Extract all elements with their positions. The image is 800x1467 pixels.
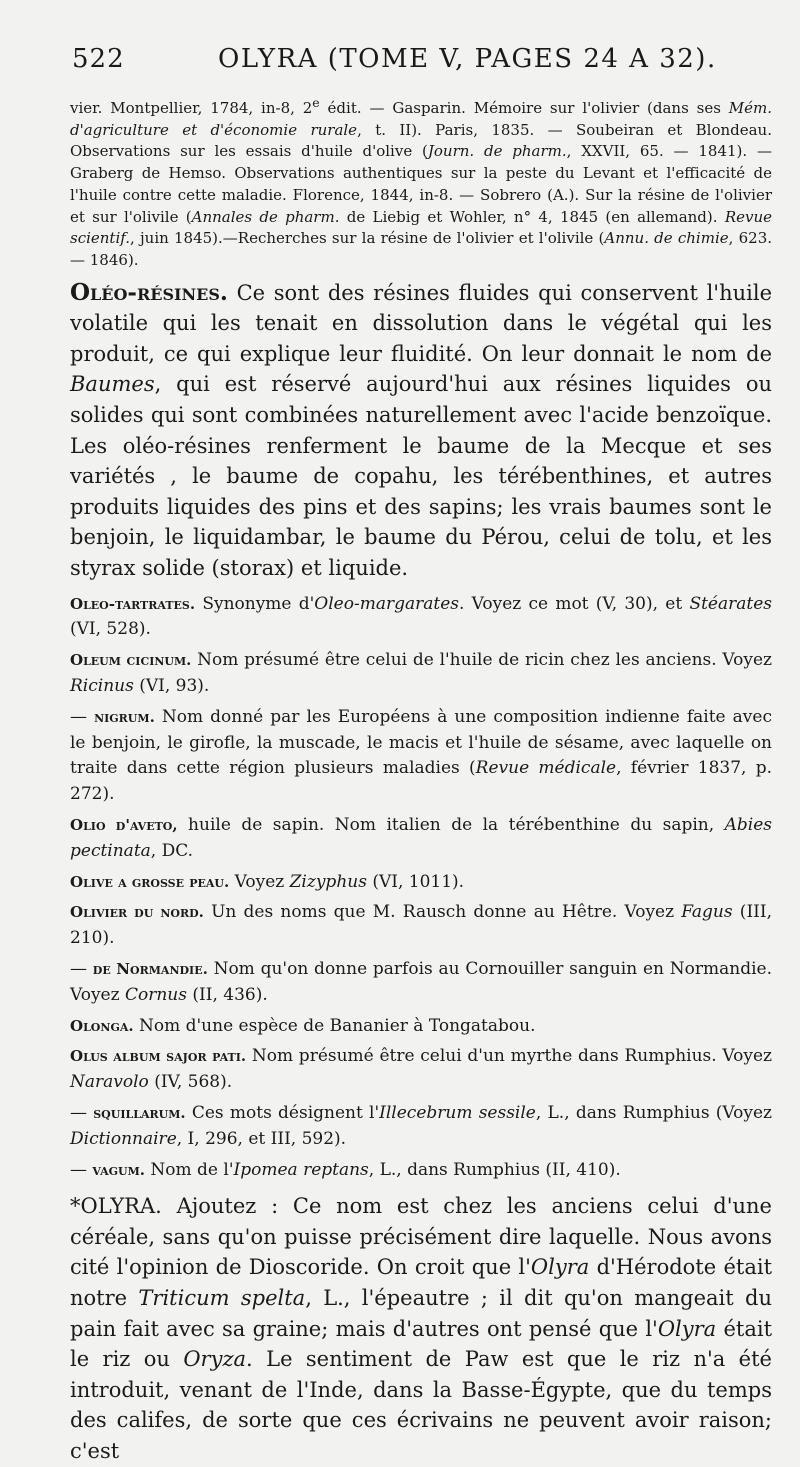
entry-heading: Olio d'aveto, — [70, 815, 178, 834]
entry-heading: squillarum. — [93, 1103, 186, 1122]
page-body — [70, 92, 772, 1467]
entry-oleo-tartrates: Oleo-tartrates. Synonyme d'Oleo-margarates. Voyez ce mot (V, 30), et Stéarates (VI, 528). — [70, 593, 772, 640]
entry-olive-grosse-peau: Olive a grosse peau. Voyez Zizyphus (VI, 1011). — [70, 871, 465, 892]
entry-heading: Oleum cicinum. — [70, 651, 192, 670]
entry-nigrum: — nigrum. Nom donné par les Européens à une composition indienne faite avec le benjoin, le girofle, la muscade, le macis et l'huile de sésame, avec laquelle on traite dans cette région plusieurs maladies (Revue médicale, février 1837, p. 272). — [70, 706, 773, 805]
entry-heading: *OLYRA. — [70, 1194, 162, 1219]
page-header — [68, 44, 772, 84]
entry-heading: Oléo-résines. — [70, 278, 228, 306]
entry-heading: Oleo-tartrates. — [70, 594, 196, 613]
entry-heading: Olonga. — [70, 1016, 134, 1035]
entry-olio-daveto: Olio d'aveto, huile de sapin. Nom italien de la térébenthine du sapin, Abies pectinata, DC. — [70, 814, 772, 861]
entry-heading: Olive a grosse peau. — [70, 872, 230, 891]
entry-olivier-du-nord: Olivier du nord. Un des noms que M. Rausch donne au Hêtre. Voyez Fagus (III, 210). — [70, 902, 772, 949]
entry-olyra: *OLYRA. Ajoutez : Ce nom est chez les anciens celui d'une céréale, sans qu'on puisse précisément dire laquelle. Nous avons cité l'opinion de Dioscoride. On croit que l'Olyra d'Hérodote était notre Triticum spelta, L., l'épeautre ; il dit qu'on mangeait du pain fait avec sa graine; mais d'autres ont pensé que l'Olyra était le riz ou Oryza. Le sentiment de Paw est que le riz n'a été introduit, venant de l'Inde, dans la Basse-Égypte, que du temps des califes, de sorte que ces écrivains ne peuvent avoir raison; c'est — [70, 1194, 773, 1464]
entry-oleo-resines: Oléo-résines. Ce sont des résines fluides qui conservent l'huile volatile qui les tenait en dissolution dans le végétal qui les produit, ce qui explique leur fluidité. On leur donnait le nom de Baumes, qui est réservé aujourd'hui aux résines liquides ou solides qui sont combinées naturellement avec l'acide benzoïque. Les oléo-résines renferment le baume de la Mecque et ses variétés , le baume de copahu, les térébenthines, et autres produits liquides des pins et des sapins; les vrais baumes sont le benjoin, le liquidambar, le baume du Pérou, celui de tolu, et les styrax solide (storax) et liquide. — [70, 278, 772, 580]
entry-heading: nigrum. — [94, 707, 155, 726]
page-number: 522 — [72, 44, 125, 74]
entry-heading: Olivier du nord. — [70, 903, 204, 922]
entry-oleum-cicinum: Oleum cicinum. Nom présumé être celui de l'huile de ricin chez les anciens. Voyez Ricinus (VI, 93). — [70, 650, 772, 696]
running-head: OLYRA (TOME V, PAGES 24 A 32). — [218, 44, 717, 74]
entry-vagum: — vagum. Nom de l'Ipomea reptans, L., dans Rumphius (II, 410). — [70, 1159, 621, 1180]
entry-de-normandie: — de Normandie. Nom qu'on donne parfois au Cornouiller sanguin en Normandie. Voyez Cornus (II, 436). — [70, 958, 772, 1005]
entry-squillarum: — squillarum. Ces mots désignent l'Illecebrum sessile, L., dans Rumphius (Voyez Dictionnaire, I, 296, et III, 592). — [70, 1102, 772, 1149]
entry-heading: Olus album sajor pati. — [70, 1047, 247, 1066]
entry-olus-album: Olus album sajor pati. Nom présumé être celui d'un myrthe dans Rumphius. Voyez Naravolo (IV, 568). — [70, 1046, 772, 1093]
bibliography-paragraph: vier. Montpellier, 1784, in-8, 2e édit. — Gasparin. Mémoire sur l'olivier (dans ses Mém. d'agriculture et d'économie rurale, t. II). Paris, 1835. — Soubeiran et Blondeau. Observations sur les essais d'huile d'olive (Journ. de pharm., XXVII, 65. — 1841). — Graberg de Hemso. Observations authentiques sur la peste du Levant et l'efficacité de l'huile contre cette maladie. Florence, 1844, in-8. — Sobrero (A.). Sur la résine de l'olivier et sur l'olivile (Annales de pharm. de Liebig et Wohler, n° 4, 1845 (en allemand). Revue scientif., juin 1845).—Recherches sur la résine de l'olivier et l'olivile (Annu. de chimie, 623. — 1846). — [70, 95, 773, 269]
entry-heading: vagum. — [92, 1160, 146, 1179]
entry-heading: de Normandie. — [92, 959, 208, 978]
entry-olonga: Olonga. Nom d'une espèce de Bananier à Tongatabou. — [70, 1015, 536, 1036]
